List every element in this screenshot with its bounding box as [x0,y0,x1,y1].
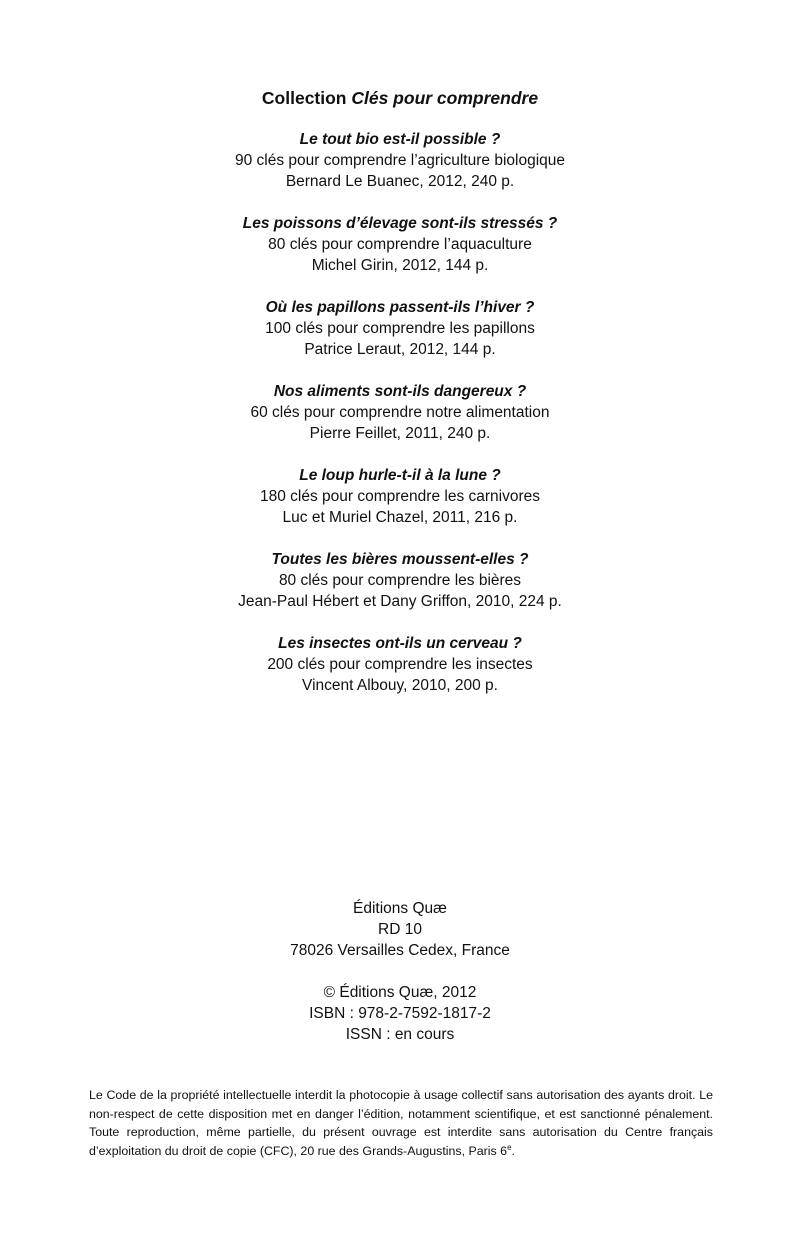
book-credits: Vincent Albouy, 2010, 200 p. [302,677,498,694]
legal-notice-superscript: e [507,1142,512,1152]
book-title: Le loup hurle-t-il à la lune ? [299,467,501,484]
publisher-block [0,898,800,1045]
book-title: Où les papillons passent-ils l’hiver ? [265,299,535,316]
book-subtitle: 80 clés pour comprendre l’aquaculture [268,236,532,253]
publisher-city: 78026 Versailles Cedex, France [290,942,510,959]
book-credits: Patrice Leraut, 2012, 144 p. [304,341,496,358]
collection-prefix: Collection [261,88,352,108]
book-subtitle: 200 clés pour comprendre les insectes [267,656,533,673]
legal-notice-end: . [511,1143,515,1158]
book-entry [0,465,800,549]
book-entry [0,549,800,633]
book-title: Les poissons d’élevage sont-ils stressés ? [242,215,558,232]
legal-notice [89,1086,713,1160]
book-title: Toutes les bières moussent-elles ? [271,551,529,568]
book-list [0,129,800,717]
book-credits: Michel Girin, 2012, 144 p. [311,257,489,274]
legal-notice-text: Le Code de la propriété intellectuelle interdit la photocopie à usage collectif sans autorisation des ayants droit. Le non-respect de cette disposition met en danger l’édition, notamment scientifique, et est sanctionné pénalement. Toute reproduction, même partielle, du présent ouvrage est interdite sans autorisation du Centre français d’exploitation du droit de copie (CFC), 20 rue des Grands-Augustins, Paris 6 [89,1088,713,1158]
issn: ISSN : en cours [345,1026,455,1043]
book-title: Nos aliments sont-ils dangereux ? [273,383,527,400]
collection-heading [0,86,800,110]
book-entry [0,633,800,717]
publisher-street: RD 10 [378,921,422,938]
collection-name: Clés pour comprendre [351,88,539,108]
book-credits: Pierre Feillet, 2011, 240 p. [309,425,491,442]
publisher-name: Éditions Quæ [353,900,447,917]
book-credits: Jean-Paul Hébert et Dany Griffon, 2010, 224 p. [238,593,562,610]
book-subtitle: 100 clés pour comprendre les papillons [265,320,535,337]
book-entry [0,213,800,297]
isbn: ISBN : 978-2-7592-1817-2 [309,1005,491,1022]
book-credits: Luc et Muriel Chazel, 2011, 216 p. [282,509,518,526]
book-entry [0,297,800,381]
spacer [0,961,800,982]
book-subtitle: 60 clés pour comprendre notre alimentation [250,404,550,421]
book-entry [0,381,800,465]
book-subtitle: 180 clés pour comprendre les carnivores [260,488,540,505]
book-entry [0,129,800,213]
copyright-notice: © Éditions Quæ, 2012 [323,984,477,1001]
book-subtitle: 80 clés pour comprendre les bières [278,572,522,589]
book-title: Le tout bio est-il possible ? [299,131,501,148]
book-credits: Bernard Le Buanec, 2012, 240 p. [285,173,515,190]
book-subtitle: 90 clés pour comprendre l’agriculture biologique [235,152,565,169]
book-title: Les insectes ont-ils un cerveau ? [278,635,522,652]
